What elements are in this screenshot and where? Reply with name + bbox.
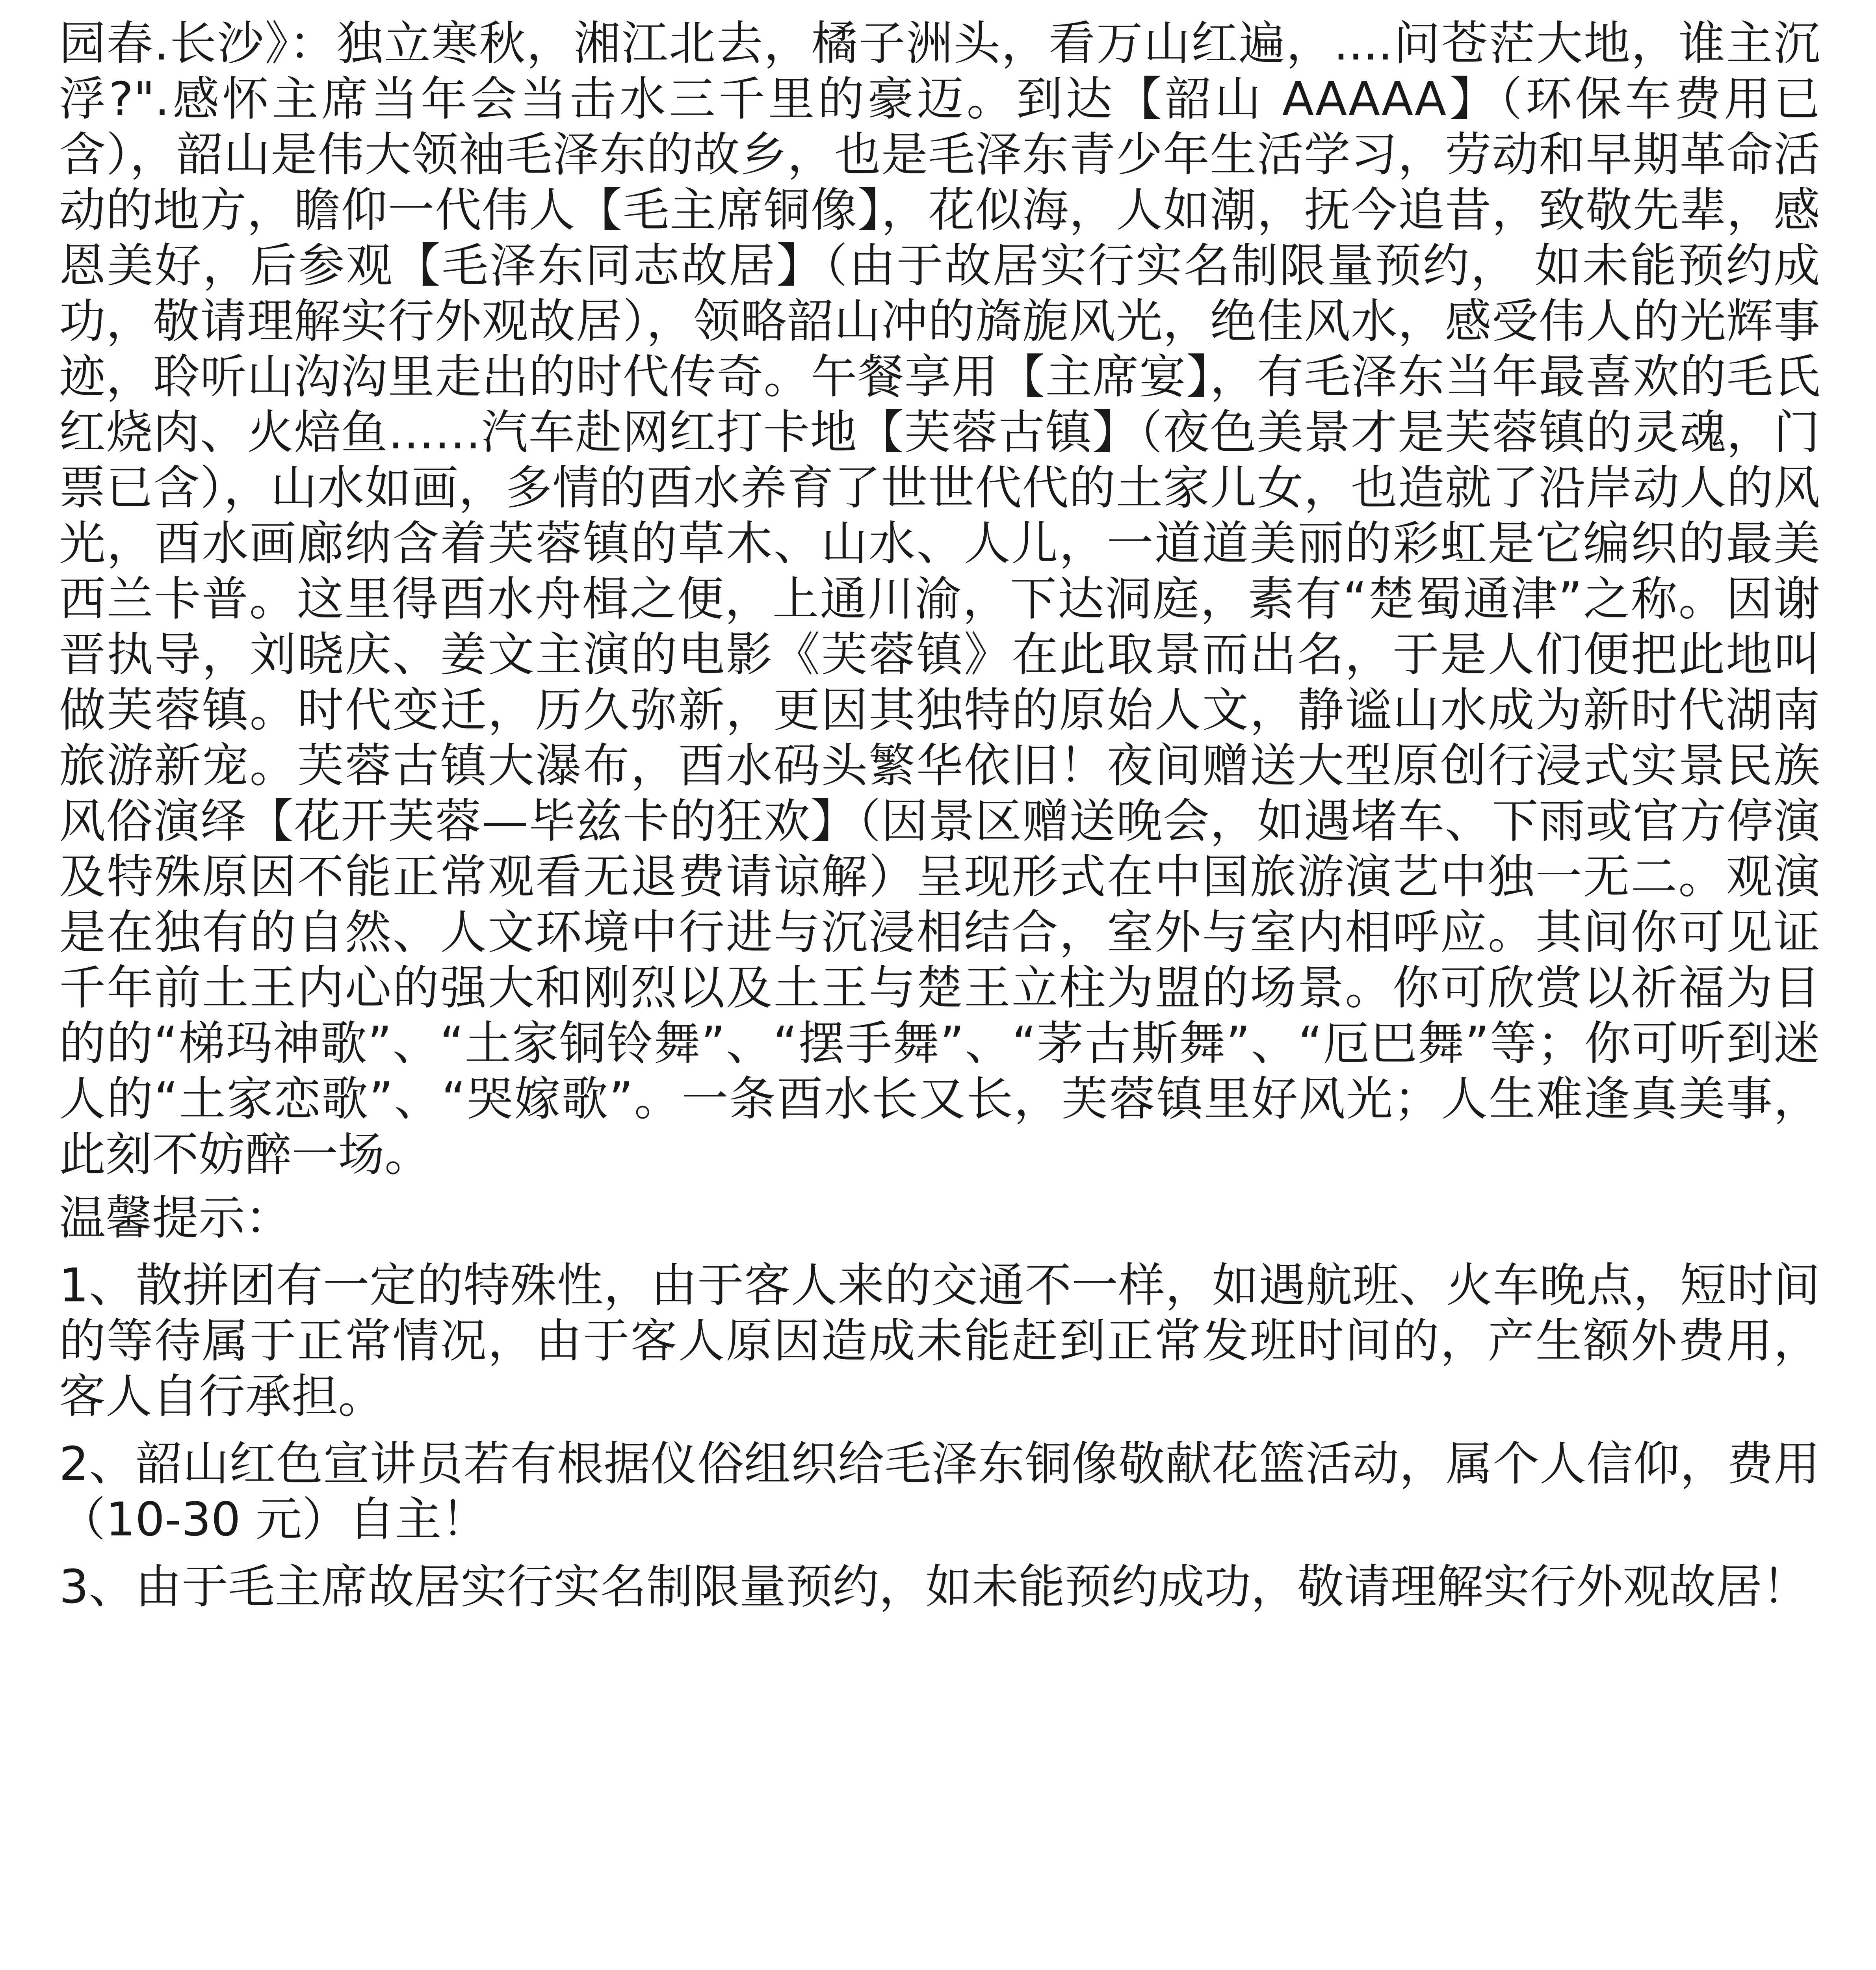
tips-heading: 温馨提示： bbox=[59, 1191, 292, 1245]
itinerary-document bbox=[59, 16, 1820, 1615]
tip-item-2: 2、韶山红色宣讲员若有根据仪俗组织给毛泽东铜像敬献花篮活动，属个人信仰，费用（10-30 元）自主！ bbox=[59, 1437, 1820, 1546]
itinerary-paragraph: 园春.长沙》：独立寒秋，湘江北去，橘子洲头，看万山红遍，....问苍茫大地，谁主沉浮?".感怀主席当年会当击水三千里的豪迈。到达【韶山 AAAAA】（环保车费用已含），韶山是伟大领袖毛泽东的故乡，也是毛泽东青少年生活学习，劳动和早期革命活动的地方，瞻仰一代伟人【毛主席铜像】，花似海，人如潮，抚今追昔，致敬先辈，感恩美好，后参观【毛泽东同志故居】（由于故居实行实名制限量预约， 如未能预约成功，敬请理解实行外观故居），领略韶山冲的旖旎风光，绝佳风水，感受伟人的光辉事迹，聆听山沟沟里走出的时代传奇。午餐享用【主席宴】，有毛泽东当年最喜欢的毛氏红烧肉、火焙鱼……汽车赴网红打卡地【芙蓉古镇】（夜色美景才是芙蓉镇的灵魂，门票已含），山水如画，多情的酉水养育了世世代代的土家儿女，也造就了沿岸动人的风光，酉水画廊纳含着芙蓉镇的草木、山水、人儿，一道道美丽的彩虹是它编织的最美西兰卡普。这里得酉水舟楫之便，上通川渝，下达洞庭，素有“楚蜀通津”之称。因谢晋执导，刘晓庆、姜文主演的电影《芙蓉镇》在此取景而出名，于是人们便把此地叫做芙蓉镇。时代变迁，历久弥新，更因其独特的原始人文，静谧山水成为新时代湖南旅游新宠。芙蓉古镇大瀑布，酉水码头繁华依旧！夜间赠送大型原创行浸式实景民族风俗演绎【花开芙蓉—毕兹卡的狂欢】（因景区赠送晚会，如遇堵车、下雨或官方停演及特殊原因不能正常观看无退费请谅解）呈现形式在中国旅游演艺中独一无二。观演是在独有的自然、人文环境中行进与沉浸相结合，室外与室内相呼应。其间你可见证千年前土王内心的强大和刚烈以及土王与楚王立柱为盟的场景。你可欣赏以祈福为目的的“梯玛神歌”、“土家铜铃舞”、“摆手舞”、“茅古斯舞”、“厄巴舞”等；你可听到迷人的“土家恋歌”、“哭嫁歌”。一条酉水长又长，芙蓉镇里好风光；人生难逢真美事，此刻不妨醉一场。 bbox=[59, 16, 1820, 1182]
tip-item-1: 1、散拼团有一定的特殊性，由于客人来的交通不一样，如遇航班、火车晚点，短时间的等待属于正常情况，由于客人原因造成未能赶到正常发班时间的，产生额外费用，客人自行承担。 bbox=[59, 1258, 1820, 1424]
tip-item-3: 3、由于毛主席故居实行实名制限量预约，如未能预约成功，敬请理解实行外观故居！ bbox=[59, 1559, 1809, 1614]
